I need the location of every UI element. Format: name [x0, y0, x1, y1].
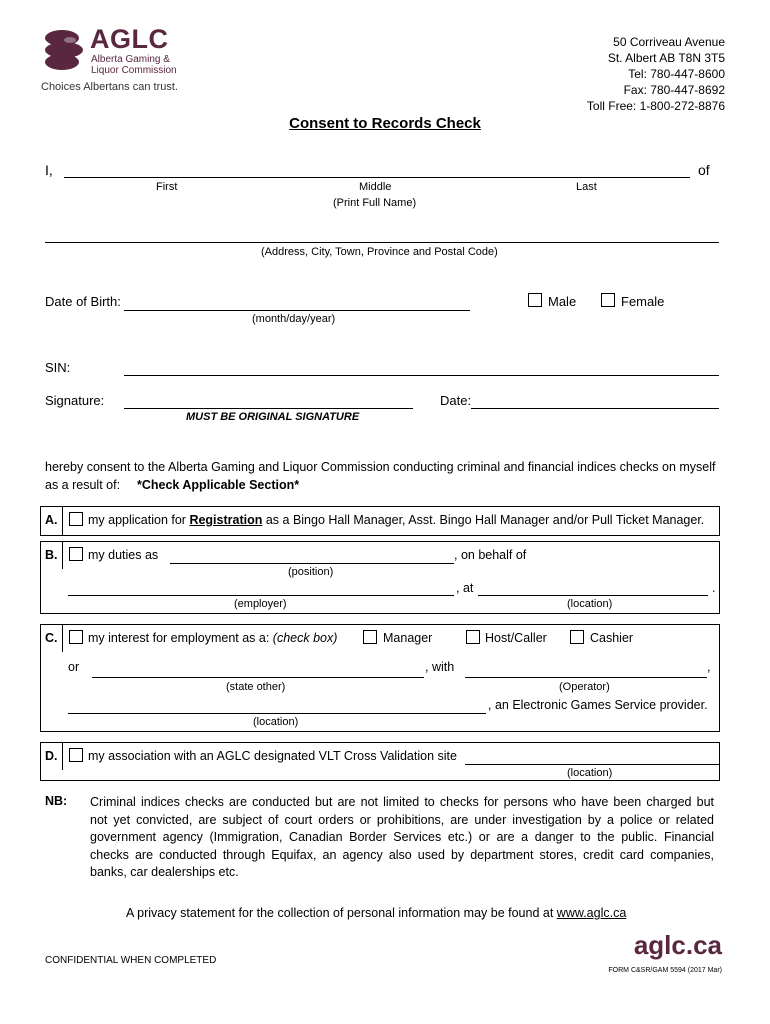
footer-brand: aglc.ca	[633, 930, 722, 960]
dob-field[interactable]	[124, 310, 470, 311]
address-line: 50 Corriveau Avenue	[613, 35, 725, 49]
section-b-letter: B.	[45, 548, 58, 562]
section-b-on-behalf: , on behalf of	[454, 548, 527, 562]
section-c-letter: C.	[45, 631, 58, 645]
employer-field[interactable]	[68, 595, 454, 596]
of-label: of	[698, 162, 710, 178]
egs-text: , an Electronic Games Service provider.	[488, 698, 708, 712]
female-checkbox[interactable]	[601, 293, 615, 307]
address-line: Toll Free: 1-800-272-8876	[586, 99, 725, 113]
page-title: Consent to Records Check	[289, 115, 481, 132]
host-caller-label: Host/Caller	[485, 631, 547, 645]
address-block	[587, 34, 725, 114]
section-c-or: or	[68, 660, 80, 674]
signature-field[interactable]	[124, 408, 413, 409]
section-b-checkbox[interactable]	[69, 547, 83, 561]
logo-subtitle-1: Alberta Gaming &	[91, 54, 170, 65]
position-field[interactable]	[170, 563, 454, 564]
sin-field[interactable]	[124, 375, 719, 376]
first-caption: First	[156, 181, 178, 193]
location-b-caption: (location)	[567, 598, 613, 610]
consent-text: hereby consent to the Alberta Gaming and Liquor Commission conducting criminal and financial indices checks on myself	[45, 460, 716, 474]
aglc-logo-icon	[40, 28, 88, 72]
manager-checkbox[interactable]	[363, 630, 377, 644]
cashier-label: Cashier	[590, 631, 634, 645]
check-applicable-note: *Check Applicable Section*	[137, 478, 300, 492]
logo-name: AGLC	[90, 24, 169, 54]
section-a-checkbox[interactable]	[69, 512, 83, 526]
section-c-text-main: my interest for employment as a:	[88, 631, 273, 645]
female-label: Female	[621, 294, 665, 309]
address-line: Fax: 780-447-8692	[623, 83, 725, 97]
nb-line: government agency (Immigration, Canadian Border Services etc.) or are a danger to the public. Financial	[90, 830, 714, 844]
i-label: I,	[45, 162, 53, 178]
nb-line: banks, car dealerships etc.	[90, 865, 239, 879]
sin-label: SIN:	[45, 360, 71, 375]
confidential-note: CONFIDENTIAL WHEN COMPLETED	[45, 955, 217, 966]
section-a-text-before: my application for	[88, 513, 190, 527]
location-d-field[interactable]	[465, 764, 719, 765]
full-name-field[interactable]	[64, 177, 690, 178]
section-a-text	[88, 513, 704, 527]
signature-label: Signature:	[45, 393, 105, 408]
address-line: Tel: 780-447-8600	[628, 67, 725, 81]
logo-subtitle-2: Liquor Commission	[91, 65, 177, 76]
address-field[interactable]	[45, 242, 719, 243]
nb-text	[90, 794, 714, 882]
address-line: St. Albert AB T8N 3T5	[607, 51, 725, 65]
section-a-text-after: as a Bingo Hall Manager, Asst. Bingo Hall Manager and/or Pull Ticket Manager.	[262, 513, 705, 527]
location-c-caption: (location)	[253, 716, 299, 728]
section-d-letter: D.	[45, 749, 58, 763]
section-b-at: , at	[456, 581, 474, 595]
signature-note: MUST BE ORIGINAL SIGNATURE	[186, 411, 360, 423]
privacy-text: A privacy statement for the collection of personal information may be found at	[126, 906, 557, 920]
male-label: Male	[548, 294, 577, 309]
position-caption: (position)	[288, 566, 334, 578]
location-d-caption: (location)	[567, 767, 613, 779]
section-c-text	[88, 631, 337, 645]
state-other-field[interactable]	[92, 677, 424, 678]
operator-caption: (Operator)	[559, 681, 610, 693]
nb-line: not yet convicted, are subject of court orders or prohibitions, are under investigation by a police or related	[90, 812, 714, 827]
consent-as-result: as a result of:	[45, 478, 121, 492]
nb-line: checks are conducted through Equifax, an agency also used by department stores, credit card companies,	[90, 847, 714, 862]
section-c-checkbox[interactable]	[69, 630, 83, 644]
section-a-letter: A.	[45, 513, 58, 527]
manager-label: Manager	[383, 631, 433, 645]
last-caption: Last	[576, 181, 597, 193]
host-caller-checkbox[interactable]	[466, 630, 480, 644]
section-c-comma: ,	[707, 660, 711, 674]
section-d-checkbox[interactable]	[69, 748, 83, 762]
dob-label: Date of Birth:	[45, 294, 121, 309]
middle-caption: Middle	[359, 181, 392, 193]
male-checkbox[interactable]	[528, 293, 542, 307]
cashier-checkbox[interactable]	[570, 630, 584, 644]
privacy-statement	[126, 906, 626, 920]
print-full-name-caption: (Print Full Name)	[333, 197, 417, 209]
tagline: Choices Albertans can trust.	[41, 81, 178, 93]
section-d-text: my association with an AGLC designated VLT Cross Validation site	[88, 749, 457, 763]
privacy-link[interactable]: www.aglc.ca	[556, 906, 627, 920]
section-c-with: , with	[425, 660, 455, 674]
location-b-field[interactable]	[478, 595, 708, 596]
date-field[interactable]	[471, 408, 719, 409]
state-other-caption: (state other)	[226, 681, 286, 693]
location-c-field[interactable]	[68, 713, 486, 714]
section-c-check-box-note: (check box)	[272, 631, 338, 645]
date-label: Date:	[440, 393, 472, 408]
address-caption: (Address, City, Town, Province and Postal Code)	[261, 246, 498, 258]
nb-label: NB:	[45, 794, 68, 808]
section-b-my-duties: my duties as	[88, 548, 159, 562]
operator-field[interactable]	[465, 677, 707, 678]
section-b-period: .	[712, 581, 716, 595]
dob-caption: (month/day/year)	[252, 313, 336, 325]
form-number: FORM C&SR/GAM 5594 (2017 Mar)	[608, 967, 722, 974]
employer-caption: (employer)	[234, 598, 287, 610]
nb-line: Criminal indices checks are conducted but are not limited to checks for persons who have been charged but	[90, 795, 714, 809]
section-a-registration: Registration	[189, 513, 263, 527]
logo	[40, 24, 180, 78]
